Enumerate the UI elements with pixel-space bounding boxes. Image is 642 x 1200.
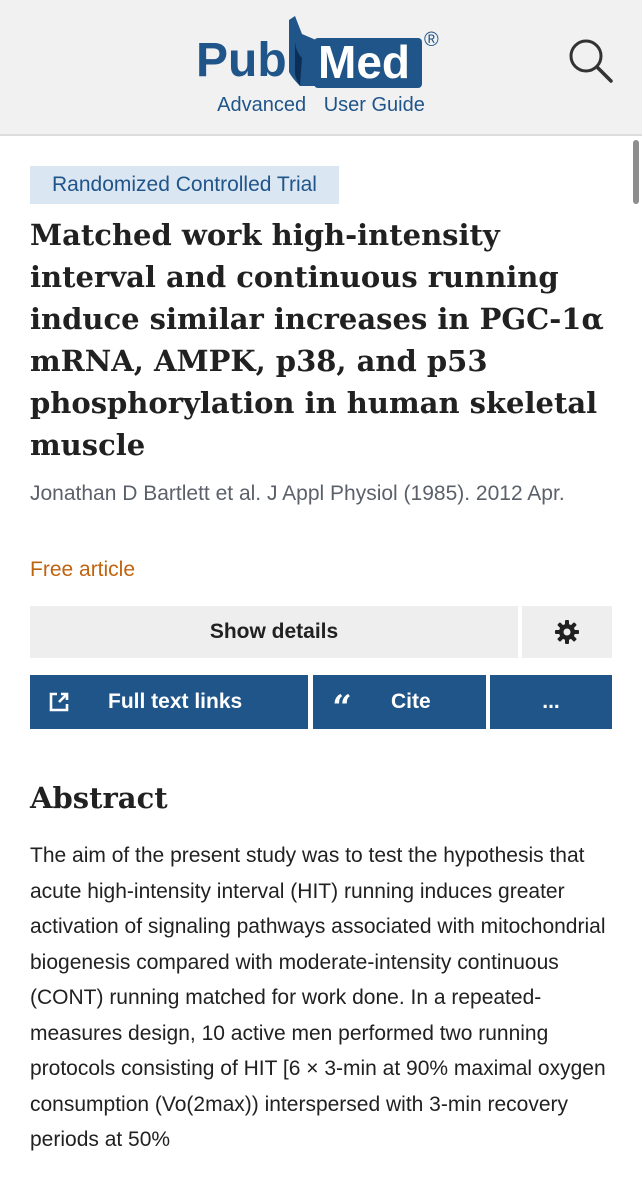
user-guide-link[interactable]: User Guide [323,94,425,116]
site-header [0,0,642,136]
article-title: Matched work high-intensity interval and continuous running induce similar increases in PGC-1α mRNA, AMPK, p38, and p53 phosphorylation in human skeletal muscle [30,218,604,462]
pubmed-logo-graphic [196,12,446,90]
search-button[interactable] [566,36,616,86]
gear-icon [554,619,580,645]
book-icon [289,16,316,86]
more-actions-button[interactable]: ... [490,675,612,729]
registered-mark: ® [424,29,439,51]
cite-button[interactable] [313,675,486,729]
scrollbar[interactable] [633,140,639,204]
free-article-label: Free article [30,558,136,581]
show-details-button[interactable]: Show details [30,606,518,658]
quote-icon: “ [332,688,352,728]
article-citation: Jonathan D Bartlett et al. J Appl Physiol (1985). 2012 Apr. [30,482,565,505]
logo-text-pub: Pub [196,34,287,87]
cite-label: Cite [391,690,431,713]
pubmed-logo[interactable] [196,12,446,90]
full-text-links-button[interactable] [30,675,308,729]
external-link-icon [46,675,72,729]
logo-text-med: Med [318,36,410,88]
publication-type-badge: Randomized Controlled Trial [30,166,339,204]
abstract-heading: Abstract [30,781,168,815]
full-text-links-label: Full text links [108,690,243,713]
abstract-text: The aim of the present study was to test the hypothesis that acute high-intensity interval (HIT) running induces greater activation of signaling pathways associated with mitochondrial biogenesis compared with moderate-intensity continuous (CONT) running matched for work done. In a repeated-measures design, 10 active men performed two running protocols consisting of HIT [6 × 3-min at 90% maximal oxygen consumption (Vo(2max)) interspersed with 3-min recovery periods at 50% [30,844,606,1151]
search-icon [566,36,616,86]
header-links [0,94,642,117]
advanced-search-link[interactable]: Advanced [217,94,307,116]
display-options-button[interactable] [522,606,612,658]
